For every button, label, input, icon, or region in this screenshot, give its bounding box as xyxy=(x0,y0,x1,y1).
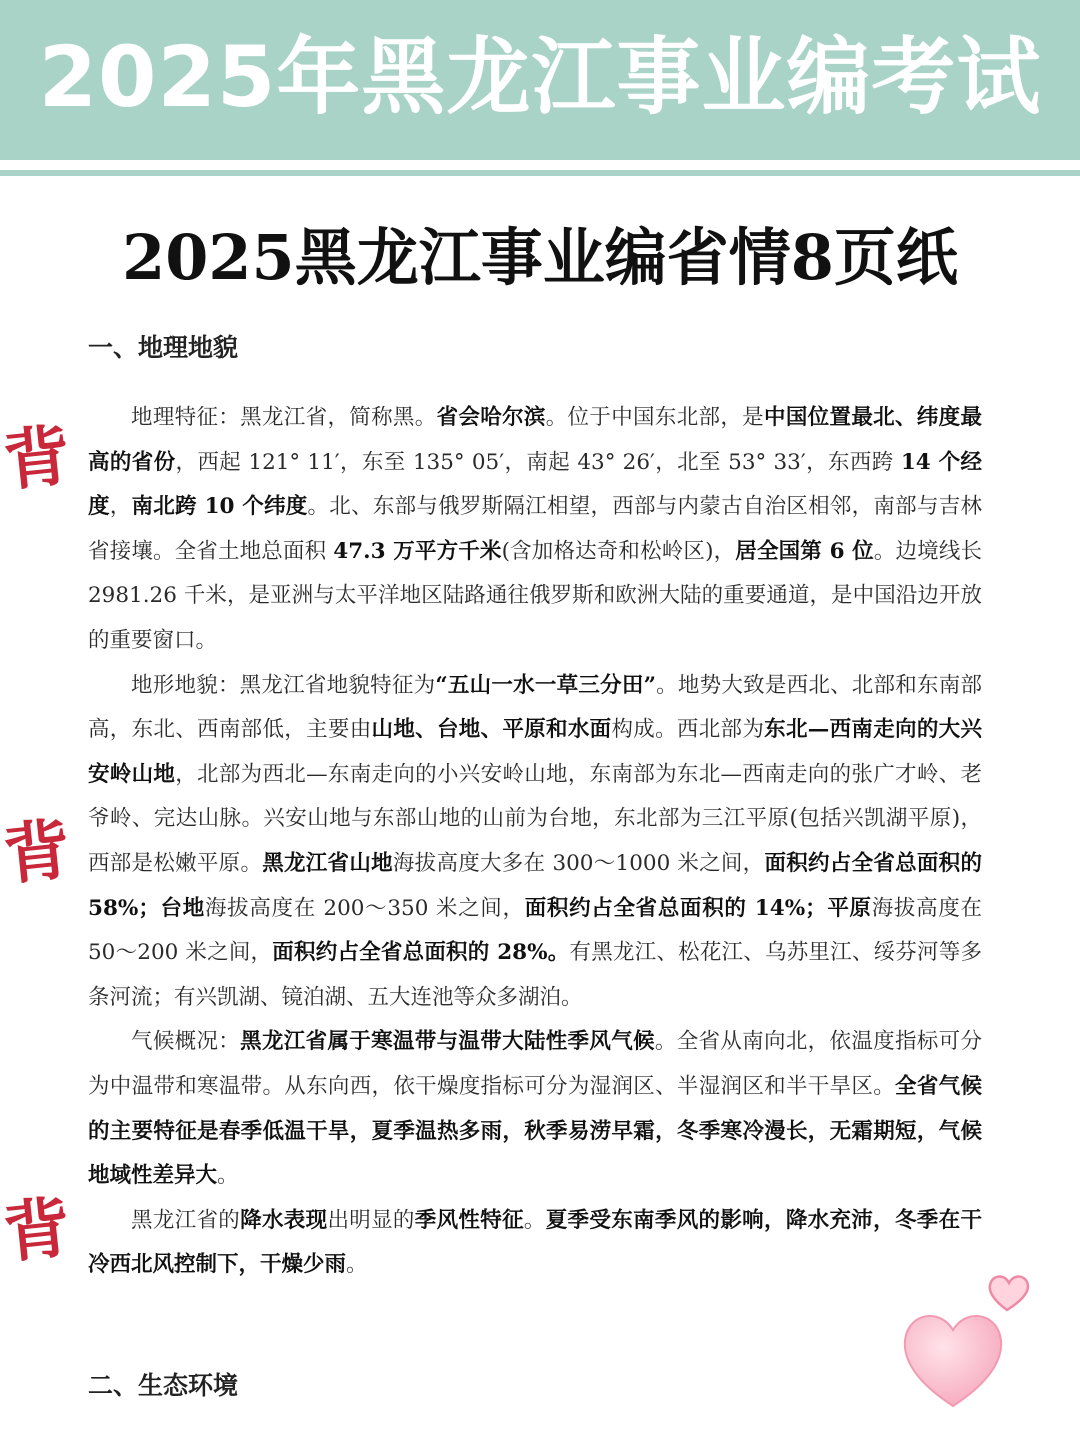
banner xyxy=(0,0,1080,160)
bold-text-run: “五山一水一草三分田” xyxy=(435,672,656,698)
bold-text-run: 东北—西南走向的大兴安岭山地 xyxy=(88,717,982,787)
text-run: 构成。西北部为 xyxy=(611,717,765,743)
text-run: 海拔高度在 50～200 米之间， xyxy=(88,895,982,966)
bold-text-run: 夏季受东南季风的影响，降水充沛，冬季在干冷西北风控制下，干燥少雨 xyxy=(88,1207,982,1278)
small-heart-icon xyxy=(990,1276,1028,1310)
section-heading-ecology: 二、生态环境 xyxy=(88,1371,239,1400)
section-heading-geography: 一、地理地貌 xyxy=(88,333,239,362)
text-run: 。位于中国东北部，是 xyxy=(545,405,765,430)
text-run: 气候概况： xyxy=(131,1029,241,1055)
text-run: 。 xyxy=(523,1207,546,1233)
paragraph-terrain xyxy=(88,664,982,1021)
bold-text-run: 省会哈尔滨 xyxy=(436,405,546,430)
bold-text-run: 中国位置最北、纬度最高的省份 xyxy=(88,405,982,475)
text-run: 地形地貌：黑龙江省地貌特征为 xyxy=(131,672,436,698)
text-run: ，西起 121° 11′，东至 135° 05′，南起 43° 26′，北至 53° 33′，东西跨 xyxy=(175,449,901,475)
text-run: 黑龙江省的 xyxy=(131,1207,241,1233)
bold-text-run: 全省气候的主要特征是春季低温干旱，夏季温热多雨，秋季易涝早霜，冬季寒冷漫长，无霜期短，气候地域性差异大 xyxy=(88,1073,982,1189)
large-heart-icon xyxy=(905,1316,1001,1406)
bei-stamp-3: 背 xyxy=(0,1187,74,1273)
bei-stamp-1: 背 xyxy=(0,415,74,501)
bold-text-run: 季风性特征 xyxy=(414,1207,524,1233)
text-run: 。地势大致是西北、北部和东南部高，东北、西南部低，主要由 xyxy=(88,672,982,743)
divider xyxy=(0,170,1080,176)
text-run: 。 xyxy=(346,1252,368,1278)
text-run: 海拔高度大多在 300～1000 米之间， xyxy=(392,850,765,876)
text-run: 海拔高度在 200～350 米之间， xyxy=(204,895,525,921)
text-run: ，北部为西北—东南走向的小兴安岭山地，东南部为东北—西南走向的张广才岭、老爷岭、完达山脉。兴安山地与东部山地的山前为台地，东北部为三江平原(包括兴凯湖平原)，西部是松嫩平原。 xyxy=(88,761,982,876)
text-run: 出明显的 xyxy=(327,1207,415,1233)
bold-text-run: 黑龙江省山地 xyxy=(262,850,393,876)
hearts-decoration-icon xyxy=(895,1268,1045,1418)
document-body xyxy=(88,396,982,1288)
text-run: 。 xyxy=(217,1163,239,1189)
bold-text-run: 14 个经度 xyxy=(88,449,982,520)
bold-text-run: 面积约占全省总面积的 14%；平原 xyxy=(524,895,872,921)
text-run: ， xyxy=(109,494,132,520)
bold-text-run: 黑龙江省属于寒温带与温带大陆性季风气候 xyxy=(240,1029,655,1055)
bold-text-run: 降水表现 xyxy=(240,1207,328,1233)
paragraph-precipitation xyxy=(88,1199,982,1288)
document-title: 2025黑龙江事业编省情8页纸 xyxy=(122,221,958,294)
bold-text-run: 面积约占全省总面积的 28%。 xyxy=(272,940,570,966)
text-run: 地理特征：黑龙江省，简称黑。 xyxy=(131,405,437,430)
paragraph-climate xyxy=(88,1020,982,1198)
text-run: 。边境线长 2981.26 千米，是亚洲与太平洋地区陆路通往俄罗斯和欧洲大陆的重要通道，是中国沿边开放的重要窗口。 xyxy=(88,538,982,653)
text-run: 有黑龙江、松花江、乌苏里江、绥芬河等多条河流；有兴凯湖、镜泊湖、五大连池等众多湖泊。 xyxy=(88,940,982,1010)
bold-text-run: 山地、台地、平原和水面 xyxy=(371,717,612,743)
bold-text-run: 47.3 万平方千米 xyxy=(333,538,502,564)
text-run: 。全省从南向北，依温度指标可分为中温带和寒温带。从东向西，依干燥度指标可分为湿润区、半湿润区和半干旱区。 xyxy=(88,1029,982,1099)
text-run: 。北、东部与俄罗斯隔江相望，西部与内蒙古自治区相邻，南部与吉林省接壤。全省土地总面积 xyxy=(88,494,982,564)
bold-text-run: 面积约占全省总面积的 58%；台地 xyxy=(88,850,982,921)
banner-title: 2025年黑龙江事业编考试 xyxy=(38,28,1042,126)
bei-stamp-2: 背 xyxy=(0,809,74,895)
text-run: (含加格达奇和松岭区)， xyxy=(501,538,736,564)
bold-text-run: 南北跨 10 个纬度 xyxy=(131,494,308,520)
bold-text-run: 居全国第 6 位 xyxy=(735,538,874,564)
paragraph-geography xyxy=(88,396,982,664)
